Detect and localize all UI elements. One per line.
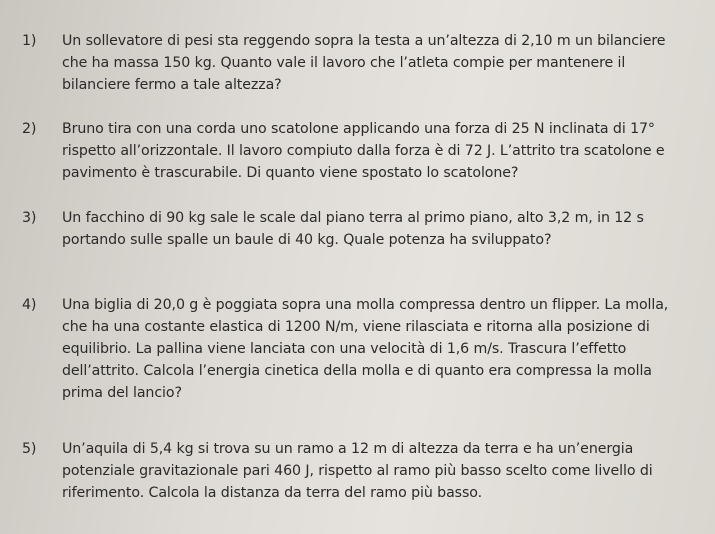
problem-number: 2) (22, 121, 37, 137)
problem-1 (22, 30, 682, 96)
problem-4 (22, 294, 682, 404)
problem-number: 1) (22, 33, 37, 49)
problem-number: 4) (22, 297, 37, 313)
problem-3 (22, 207, 682, 251)
problem-text: Un sollevatore di pesi sta reggendo sopra la testa a un’altezza di 2,10 m un bilanciere che ha massa 150 kg. Quanto vale il lavoro che l’atleta compie per mantenere il bilanciere fermo a tale altezza? (62, 33, 666, 93)
problem-text: Un facchino di 90 kg sale le scale dal piano terra al primo piano, alto 3,2 m, in 12 s portando sulle spalle un baule di 40 kg. Quale potenza ha sviluppato? (62, 210, 644, 248)
problem-2 (22, 118, 682, 184)
problem-text: Un’aquila di 5,4 kg si trova su un ramo a 12 m di altezza da terra e ha un’energia potenziale gravitazionale pari 460 J, rispetto al ramo più basso scelto come livello di riferimento. Calcola la distanza da terra del ramo più basso. (62, 441, 653, 501)
problem-text: Bruno tira con una corda uno scatolone applicando una forza di 25 N inclinata di 17° rispetto all’orizzontale. Il lavoro compiuto dalla forza è di 72 J. L’attrito tra scatolone e pavimento è trascurabile. Di quanto viene spostato lo scatolone? (62, 121, 665, 181)
problem-text: Una biglia di 20,0 g è poggiata sopra una molla compressa dentro un flipper. La molla, che ha una costante elastica di 1200 N/m, viene rilasciata e ritorna alla posizione di equilibrio. La pallina viene lanciata con una velocità di 1,6 m/s. Trascura l’effetto dell’attrito. Calcola l’energia cinetica della molla e di quanto era compressa la molla prima del lancio? (62, 297, 669, 401)
problem-5 (22, 438, 682, 504)
problem-number: 3) (22, 210, 37, 226)
problem-number: 5) (22, 441, 37, 457)
